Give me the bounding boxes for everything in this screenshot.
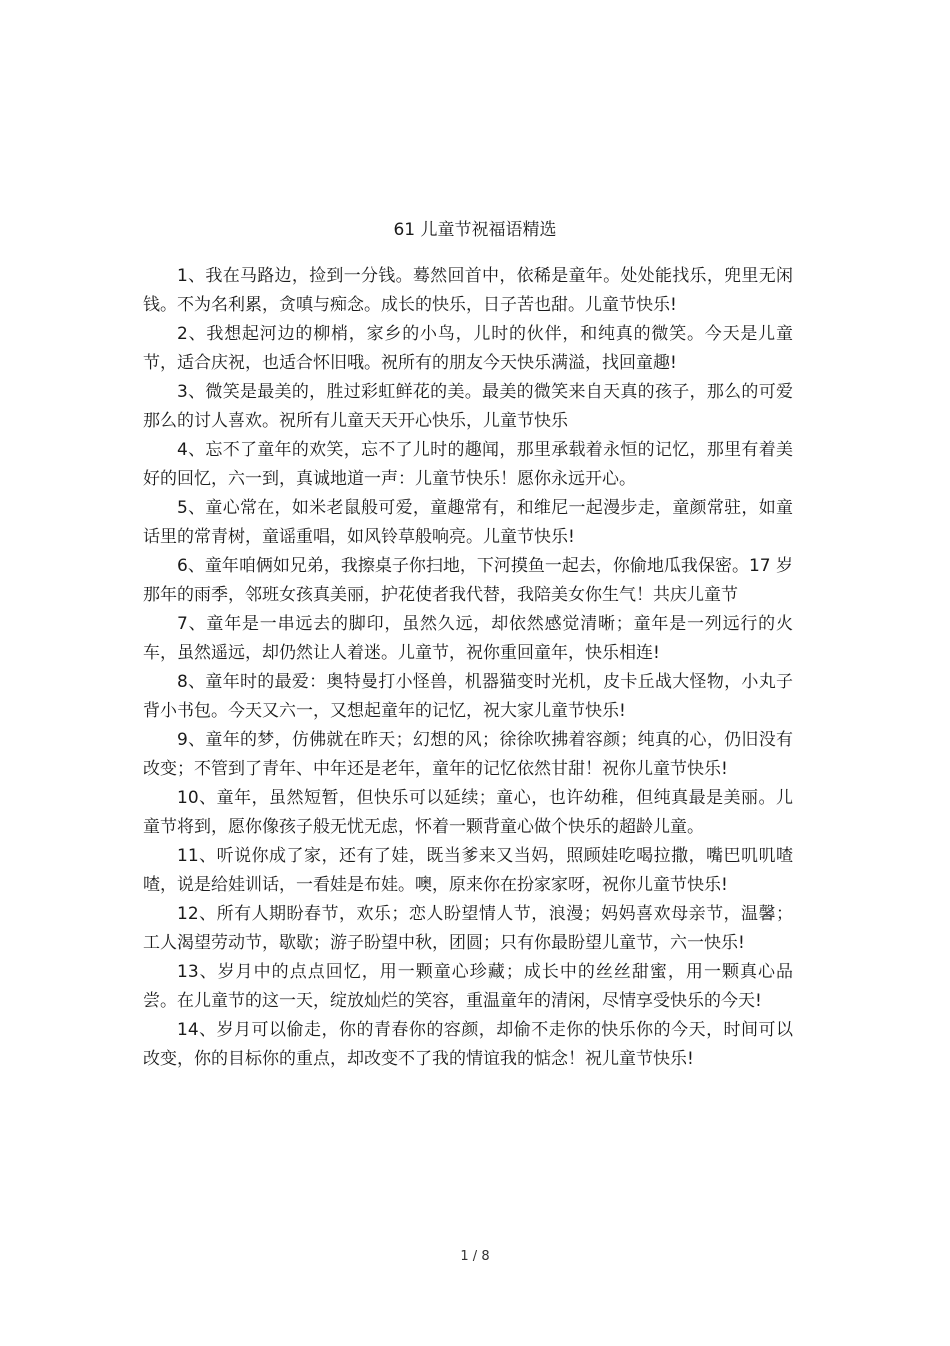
blessing-entry: 13、岁月中的点点回忆，用一颗童心珍藏；成长中的丝丝甜蜜，用一颗真心品尝。在儿童节的这一天，绽放灿烂的笑容，重温童年的清闲，尽情享受快乐的今天! <box>143 962 793 1011</box>
blessing-entry: 5、童心常在，如米老鼠般可爱，童趣常有，和维尼一起漫步走，童颜常驻，如童话里的常青树，童谣重唱，如风铃草般响亮。儿童节快乐! <box>143 498 793 547</box>
blessing-entry: 1、我在马路边，捡到一分钱。蓦然回首中，依稀是童年。处处能找乐，兜里无闲钱。不为名利累，贪嗔与痴念。成长的快乐，日子苦也甜。儿童节快乐! <box>143 266 793 315</box>
document-body <box>143 262 793 1074</box>
blessing-entry: 14、岁月可以偷走，你的青春你的容颜，却偷不走你的快乐你的今天，时间可以改变，你的目标你的重点，却改变不了我的情谊我的惦念！祝儿童节快乐! <box>143 1020 793 1069</box>
blessing-entry: 3、微笑是最美的，胜过彩虹鲜花的美。最美的微笑来自天真的孩子，那么的可爱那么的讨人喜欢。祝所有儿童天天开心快乐，儿童节快乐 <box>143 382 793 431</box>
blessing-entry: 8、童年时的最爱：奥特曼打小怪兽，机器猫变时光机，皮卡丘战大怪物，小丸子背小书包。今天又六一，又想起童年的记忆，祝大家儿童节快乐! <box>143 672 793 721</box>
blessing-entry: 4、忘不了童年的欢笑，忘不了儿时的趣闻，那里承载着永恒的记忆，那里有着美好的回忆，六一到，真诚地道一声：儿童节快乐！愿你永远开心。 <box>143 440 793 489</box>
blessing-entry: 7、童年是一串远去的脚印，虽然久远，却依然感觉清晰；童年是一列远行的火车，虽然遥远，却仍然让人着迷。儿童节，祝你重回童年，快乐相连! <box>143 614 793 663</box>
page-number: 1 / 8 <box>460 1249 490 1264</box>
blessing-entry: 9、童年的梦，仿佛就在昨天；幻想的风；徐徐吹拂着容颜；纯真的心，仍旧没有改变；不管到了青年、中年还是老年，童年的记忆依然甘甜！祝你儿童节快乐! <box>143 730 793 779</box>
blessing-entry: 6、童年咱俩如兄弟，我擦桌子你扫地，下河摸鱼一起去，你偷地瓜我保密。17 岁那年的雨季，邻班女孩真美丽，护花使者我代替，我陪美女你生气！共庆儿童节 <box>143 556 793 605</box>
blessing-entry: 10、童年，虽然短暂，但快乐可以延续；童心，也许幼稚，但纯真最是美丽。儿童节将到，愿你像孩子般无忧无虑，怀着一颗背童心做个快乐的超龄儿童。 <box>143 788 793 837</box>
blessing-entry: 2、我想起河边的柳梢，家乡的小鸟，儿时的伙伴，和纯真的微笑。今天是儿童节，适合庆祝，也适合怀旧哦。祝所有的朋友今天快乐满溢，找回童趣! <box>143 324 793 373</box>
blessing-entry: 11、听说你成了家，还有了娃，既当爹来又当妈，照顾娃吃喝拉撒，嘴巴叽叽喳喳，说是给娃训话，一看娃是布娃。噢，原来你在扮家家呀，祝你儿童节快乐! <box>143 846 793 895</box>
document-title: 61 儿童节祝福语精选 <box>393 220 557 240</box>
blessing-entry: 12、所有人期盼春节，欢乐；恋人盼望情人节，浪漫；妈妈喜欢母亲节，温馨；工人渴望劳动节，歇歇；游子盼望中秋，团圆；只有你最盼望儿童节，六一快乐! <box>143 904 793 953</box>
